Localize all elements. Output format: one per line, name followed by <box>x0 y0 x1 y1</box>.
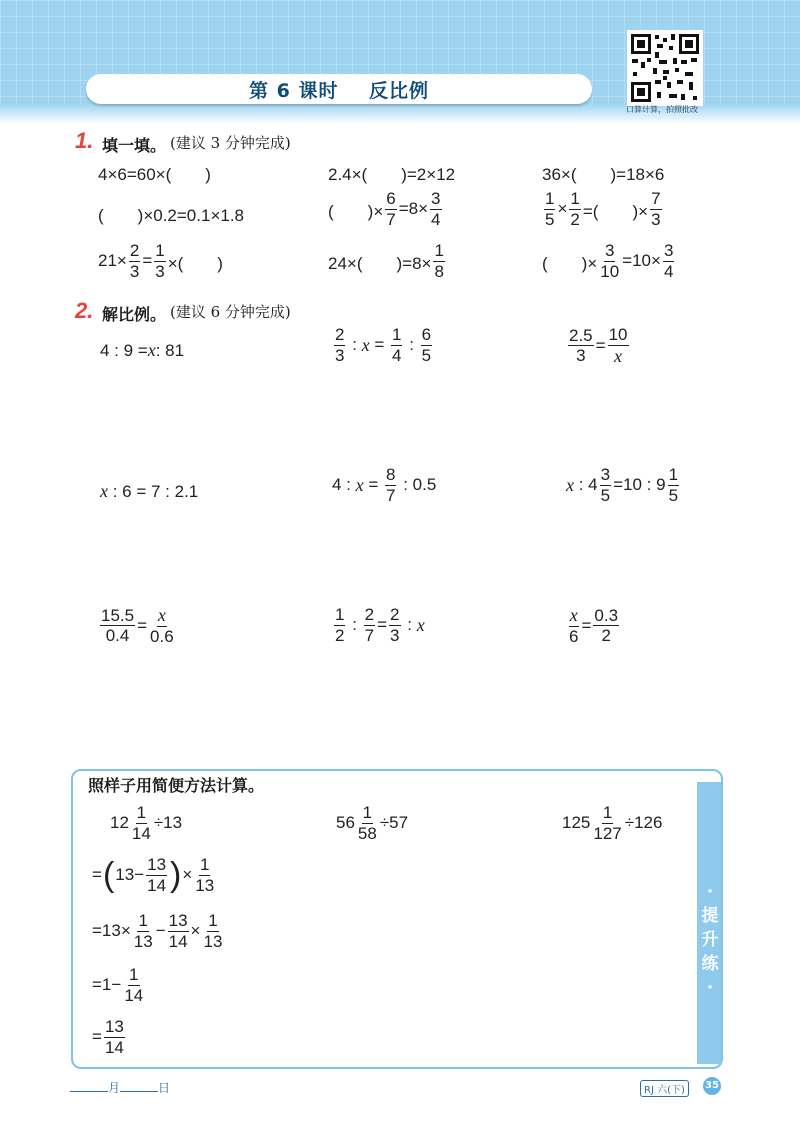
fraction-numerator: 3 <box>431 189 441 208</box>
fraction-denominator: 3 <box>651 209 661 229</box>
left-paren: ( <box>102 856 115 895</box>
fraction <box>663 242 674 281</box>
fill-item-5[interactable] <box>328 190 444 229</box>
fraction-denominator: 14 <box>104 1037 124 1057</box>
proportion-1[interactable] <box>100 340 184 361</box>
fraction-numerator: 2.5 <box>569 325 593 345</box>
fraction-numerator: x <box>569 605 578 625</box>
fraction <box>421 326 432 365</box>
fraction <box>123 966 144 1005</box>
fraction <box>202 912 223 951</box>
fraction-denominator: 3 <box>335 345 345 365</box>
fraction-denominator: 58 <box>357 823 377 843</box>
example-step-1 <box>92 856 217 895</box>
fraction-denominator: x <box>614 345 623 366</box>
fill-item-1-text: 4×6=60×( ) <box>98 165 211 184</box>
proportion-text: : 0.5 <box>398 475 437 495</box>
example-step-4 <box>92 1018 127 1057</box>
fraction <box>568 606 579 646</box>
fraction <box>194 856 215 895</box>
practice-text: 125 <box>562 813 591 833</box>
fraction-denominator: 10 <box>600 261 620 281</box>
section2-hint: (建议 6 分钟完成) <box>170 303 291 321</box>
fill-item-9-text-a: ( )× <box>542 253 598 273</box>
fraction <box>650 190 661 229</box>
fraction-denominator: 0.6 <box>150 626 174 646</box>
fraction <box>389 606 400 645</box>
fraction-denominator: 14 <box>124 985 144 1005</box>
fraction <box>599 242 620 281</box>
fraction-numerator: 3 <box>600 465 611 484</box>
proportion-text: : 4 <box>574 475 598 495</box>
fill-item-7-text-a: 21× <box>98 251 127 271</box>
fraction-denominator: 7 <box>386 485 396 505</box>
fraction <box>149 606 175 646</box>
practice-text: =13× <box>92 921 131 941</box>
fraction-numerator: 1 <box>138 911 148 930</box>
section2-number: 2. <box>75 298 94 323</box>
practice-text: 13− <box>115 865 145 885</box>
proportion-8[interactable] <box>332 606 425 645</box>
practice-title: 照样子用简便方法计算。 <box>88 776 265 795</box>
fraction-numerator: 13 <box>147 855 167 874</box>
proportion-text: : 81 <box>155 340 185 360</box>
fill-item-7[interactable] <box>98 242 223 281</box>
proportion-text: = <box>595 335 606 355</box>
proportion-text: : 6 = 7 : 2.1 <box>108 481 199 501</box>
variable-x: x <box>361 334 370 355</box>
practice-example <box>110 804 182 843</box>
fraction-numerator: 2 <box>390 605 400 624</box>
practice-text: = <box>92 1027 102 1047</box>
right-paren: ) <box>170 856 182 895</box>
variable-x: x <box>416 614 425 635</box>
fraction <box>430 190 441 229</box>
fraction <box>544 190 555 229</box>
proportion-text: : <box>347 335 362 355</box>
fraction-denominator: 127 <box>593 823 622 843</box>
practice-text: 12 <box>110 813 129 833</box>
proportion-6[interactable] <box>566 466 681 505</box>
fraction-denominator: 6 <box>569 626 579 646</box>
fill-item-5-text-a: ( )× <box>328 201 384 221</box>
fraction-numerator: 1 <box>362 803 373 822</box>
fraction <box>357 804 378 843</box>
practice-text: ÷57 <box>379 813 409 833</box>
fraction-numerator: 1 <box>136 803 147 822</box>
fraction-denominator: 0.4 <box>105 626 130 646</box>
section1-title: 填一填。 <box>102 136 167 155</box>
proportion-text: =10 : 9 <box>613 475 666 495</box>
fraction-denominator: 3 <box>155 261 165 281</box>
fraction <box>391 326 402 365</box>
variable-x: x <box>355 474 364 495</box>
fraction-denominator: 13 <box>203 931 223 951</box>
fraction-numerator: 8 <box>386 465 396 484</box>
fill-item-6-text-b: =( )× <box>582 201 649 221</box>
fraction <box>600 466 611 505</box>
fraction <box>568 327 594 366</box>
fraction-denominator: 14 <box>168 931 188 951</box>
proportion-text: = <box>369 335 390 355</box>
fraction <box>364 606 375 645</box>
fraction-numerator: 13 <box>168 911 188 930</box>
fraction-numerator: 1 <box>392 325 402 344</box>
section2-title: 解比例。 <box>102 305 167 324</box>
fraction <box>385 190 396 229</box>
fill-item-9[interactable] <box>542 242 676 281</box>
fill-item-8[interactable] <box>328 242 447 281</box>
proportion-text: : <box>404 335 419 355</box>
practice-text: = <box>92 865 102 885</box>
qr-code[interactable] <box>627 30 703 106</box>
fraction-denominator: 13 <box>195 875 215 895</box>
fraction <box>334 326 345 365</box>
fraction-denominator: 7 <box>386 209 396 229</box>
fraction <box>608 326 629 366</box>
practice-text: ÷13 <box>153 813 183 833</box>
fraction-denominator: 14 <box>131 823 151 843</box>
proportion-text: = <box>581 615 592 635</box>
practice-text: 56 <box>336 813 355 833</box>
fraction-denominator: 13 <box>133 931 153 951</box>
proportion-2[interactable] <box>332 326 434 365</box>
fraction <box>569 190 580 229</box>
fraction-denominator: 2 <box>570 209 580 229</box>
fraction <box>131 804 152 843</box>
fraction <box>168 912 189 951</box>
day-label: 日 <box>158 1081 171 1095</box>
practice-text: ÷126 <box>624 813 663 833</box>
page-number: 35 <box>703 1077 721 1095</box>
fill-item-2[interactable] <box>328 160 455 185</box>
proportion-text: : <box>402 615 417 635</box>
variable-x: x <box>100 481 108 501</box>
variable-x: x <box>566 474 574 495</box>
fraction-numerator: 7 <box>651 189 661 208</box>
fill-item-7-text-c: ×( ) <box>167 253 223 273</box>
day-blank[interactable] <box>120 1080 158 1092</box>
proportion-7[interactable] <box>98 606 177 646</box>
variable-x: x <box>147 340 156 360</box>
fill-item-4-text: ( )×0.2=0.1×1.8 <box>98 206 245 225</box>
fraction <box>385 466 396 505</box>
month-blank[interactable] <box>70 1080 108 1092</box>
practice-text: − <box>155 921 166 941</box>
section1-number: 1. <box>75 128 94 153</box>
fraction-denominator: 3 <box>390 625 400 645</box>
fraction <box>668 466 679 505</box>
fraction-denominator: 4 <box>431 209 441 229</box>
date-field[interactable] <box>70 1079 170 1096</box>
proportion-text: = <box>363 475 383 495</box>
fraction-numerator: x <box>157 605 166 625</box>
fill-item-3-text: 36×( )=18×6 <box>542 165 665 184</box>
fill-item-4[interactable] <box>98 201 244 226</box>
fill-item-6[interactable] <box>542 190 664 229</box>
proportion-9[interactable] <box>566 606 621 646</box>
fraction-denominator: 4 <box>663 261 674 281</box>
side-tab-label: · 提 升 练 · <box>701 882 719 998</box>
section1-hint: (建议 3 分钟完成) <box>170 134 291 152</box>
example-step-2 <box>92 912 225 951</box>
proportion-text: 4 : <box>332 475 356 495</box>
fraction-numerator: 1 <box>602 803 613 822</box>
practice-text: =1− <box>92 975 122 995</box>
fraction-numerator: 2 <box>364 605 375 624</box>
fraction <box>129 242 140 281</box>
fraction <box>592 804 622 843</box>
fraction <box>334 606 345 645</box>
fraction-denominator: 5 <box>545 209 555 229</box>
lesson-title-bar <box>86 74 592 104</box>
fill-item-7-text-b: = <box>142 251 153 271</box>
fraction-denominator: 8 <box>434 261 444 281</box>
fraction-numerator: 1 <box>570 189 580 208</box>
fraction-numerator: 1 <box>434 241 444 260</box>
fraction-numerator: 1 <box>129 965 139 984</box>
fraction <box>433 242 444 281</box>
fraction-numerator: 15.5 <box>101 605 135 625</box>
fraction-numerator: 2 <box>335 325 345 344</box>
fraction-numerator: 13 <box>104 1017 124 1036</box>
fill-item-1[interactable] <box>98 160 211 185</box>
fraction <box>100 607 135 646</box>
fill-item-9-text-b: =10× <box>622 251 661 271</box>
fraction-numerator: 1 <box>208 911 218 930</box>
practice-problem-1[interactable] <box>336 804 408 843</box>
qr-caption: 口算计算，拍照批改 <box>626 105 698 114</box>
fill-item-5-text-b: =8× <box>398 199 429 219</box>
fraction-denominator: 2 <box>335 625 345 645</box>
fraction-denominator: 7 <box>364 625 375 645</box>
practice-problem-2[interactable] <box>562 804 662 843</box>
fill-item-8-text-a: 24×( )=8× <box>328 253 432 273</box>
fraction-numerator: 0.3 <box>594 605 619 625</box>
proportion-3[interactable] <box>566 326 631 366</box>
practice-text: × <box>182 865 193 885</box>
fill-item-2-text: 2.4×( )=2×12 <box>328 165 456 184</box>
fraction-denominator: 5 <box>600 485 611 505</box>
example-step-3 <box>92 966 146 1005</box>
proportion-text: : <box>347 615 362 635</box>
fraction-denominator: 4 <box>392 345 402 365</box>
fill-item-6-text-a: × <box>557 199 568 219</box>
fraction-numerator: 3 <box>604 241 615 260</box>
month-label: 月 <box>108 1081 121 1095</box>
proportion-text: = <box>137 615 148 635</box>
fraction-denominator: 5 <box>668 485 679 505</box>
fraction-denominator: 14 <box>147 875 167 895</box>
proportion-text: 4 : 9 = <box>100 340 148 360</box>
fraction-denominator: 3 <box>576 346 586 366</box>
fraction-numerator: 1 <box>668 465 679 484</box>
practice-text: × <box>190 921 201 941</box>
fraction-denominator: 5 <box>421 345 432 365</box>
fraction-numerator: 2 <box>129 241 140 260</box>
fraction <box>154 242 165 281</box>
fraction <box>133 912 154 951</box>
edition-tag: RJ 六(下) <box>640 1080 689 1097</box>
fraction <box>104 1018 125 1057</box>
proportion-4[interactable] <box>100 481 198 502</box>
fill-item-3[interactable] <box>542 160 664 185</box>
fraction-numerator: 1 <box>545 189 555 208</box>
fraction <box>146 856 167 895</box>
fraction-numerator: 3 <box>663 241 674 260</box>
fraction-numerator: 10 <box>608 325 628 344</box>
lesson-title: 第 6 课时 反比例 <box>249 79 429 102</box>
fraction <box>593 607 619 646</box>
fraction-numerator: 6 <box>421 325 432 344</box>
fraction-denominator: 2 <box>601 626 611 646</box>
fraction-numerator: 1 <box>200 855 210 874</box>
fraction-numerator: 6 <box>386 189 396 208</box>
fraction-denominator: 3 <box>129 261 140 281</box>
fraction-numerator: 1 <box>155 241 165 260</box>
proportion-text: = <box>377 615 388 635</box>
fraction-numerator: 1 <box>335 605 345 624</box>
qr-code-icon <box>629 32 701 104</box>
proportion-5[interactable] <box>332 466 436 505</box>
